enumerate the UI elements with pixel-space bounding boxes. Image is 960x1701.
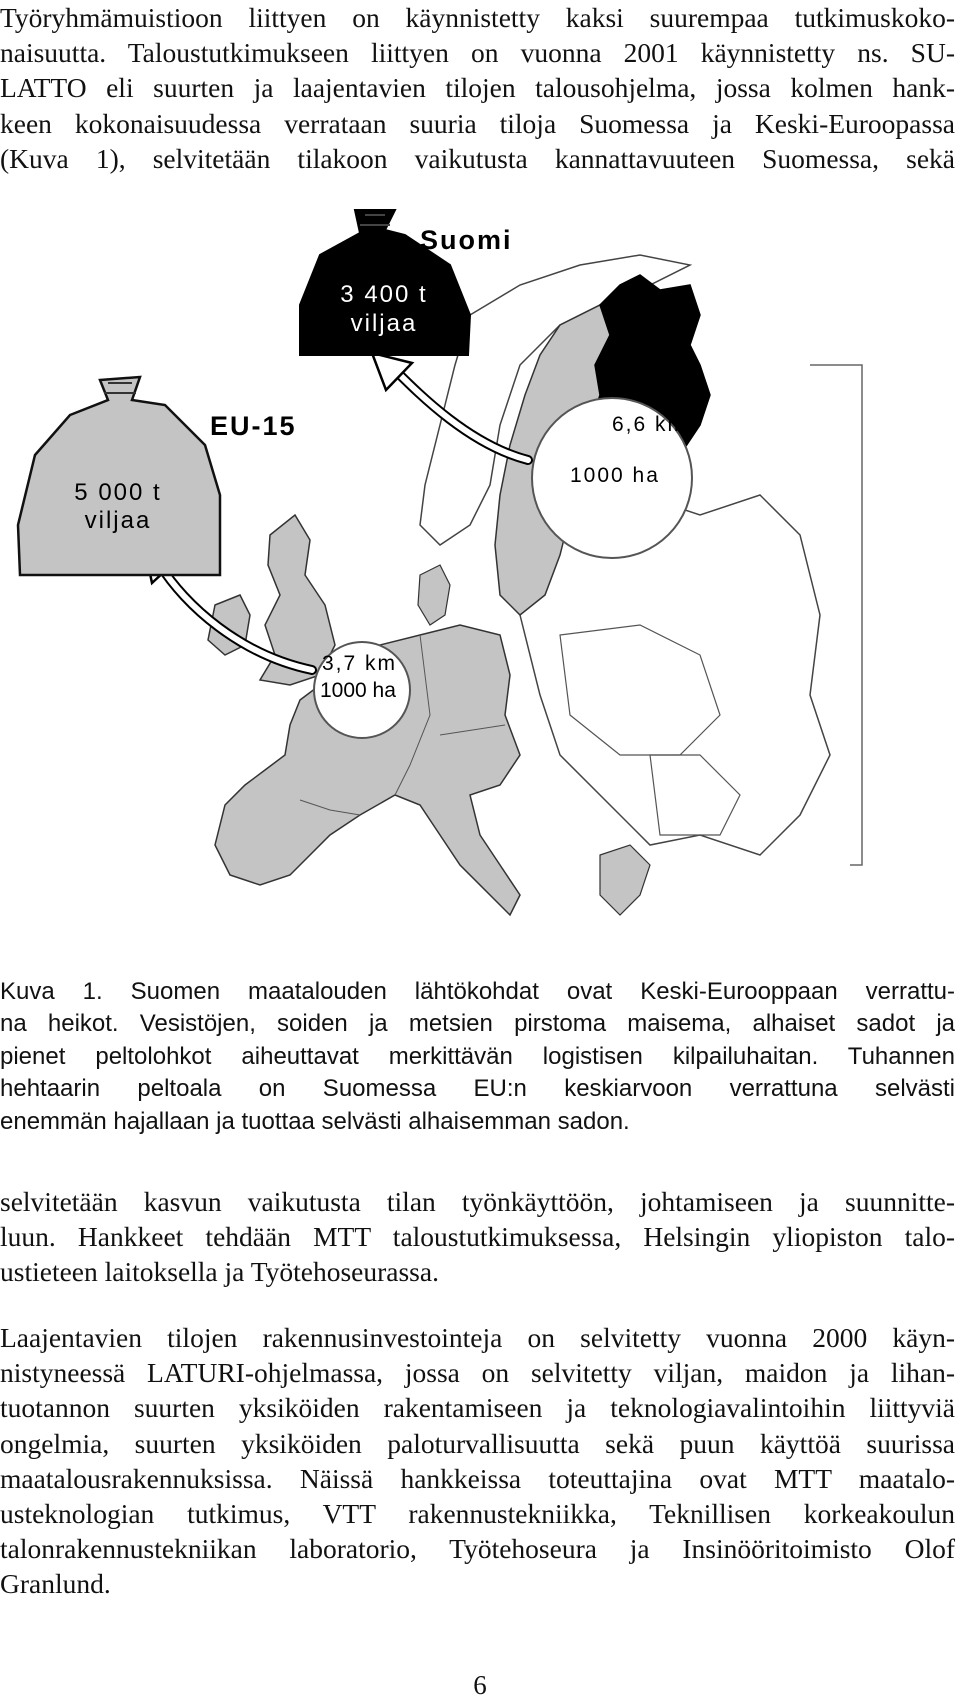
caption-line: Kuva 1. Suomen maatalouden lähtökohdat ovat Keski-Eurooppaan verrattu- xyxy=(0,978,955,1005)
text-line: LATTO eli suurten ja laajentavien tilojen talousohjelma, jossa kolmen hank- xyxy=(0,72,955,104)
bag-eu-amount: 5 000 t xyxy=(74,479,162,506)
map-illustration xyxy=(0,195,960,965)
label-eu15: EU-15 xyxy=(210,411,297,441)
text-line: usteknologian tutkimus, VTT rakennustekniikka, Teknillisen korkeakoulun xyxy=(0,1498,955,1530)
bag-finland-amount: 3 400 t xyxy=(340,281,428,308)
circle-eu-area: 1000 ha xyxy=(320,679,396,702)
text-line: tuotannon suurten yksiköiden rakentamiseen ja teknologiavalintoihin liittyviä xyxy=(0,1392,955,1424)
text-line: (Kuva 1), selvitetään tilakoon vaikutusta kannattavuuteen Suomessa, sekä xyxy=(0,142,955,174)
denmark-shape xyxy=(418,565,450,625)
bag-eu-unit: viljaa xyxy=(84,507,152,534)
text-line: ustieteen laitoksella ja Työtehoseurassa. xyxy=(0,1256,439,1288)
eastern-europe-shape xyxy=(520,495,830,855)
body-paragraph-1 xyxy=(0,0,955,176)
eu-grain-bag xyxy=(18,377,220,575)
figure-europe-map xyxy=(0,195,960,965)
body-paragraph-3 xyxy=(0,1320,955,1602)
caption-line: hehtaarin peltoala on Suomessa EU:n keskiarvoon verrattuna selvästi xyxy=(0,1075,955,1103)
text-line: luun. Hankkeet tehdään MTT taloustutkimuksessa, Helsingin yliopiston talo- xyxy=(0,1221,955,1253)
circle-finland-distance: 6,6 km xyxy=(612,413,688,436)
bag-finland-unit: viljaa xyxy=(350,310,418,337)
circle-eu-distance: 3,7 km xyxy=(322,652,398,675)
text-line: nistyneessä LATURI-ohjelmassa, jossa on selvitetty viljan, maidon ja lihan- xyxy=(0,1357,955,1389)
caption-line: na heikot. Vesistöjen, soiden ja metsien pirstoma maisema, alhaiset sadot ja xyxy=(0,1010,955,1038)
greece-shape xyxy=(600,845,650,915)
caption-line: pienet peltolohkot aiheuttavat merkittävän logistisen kilpailuhaitan. Tuhannen xyxy=(0,1042,955,1070)
page-number: 6 xyxy=(473,1670,487,1700)
text-line: Työryhmämuistioon liittyen on käynnistetty kaksi suurempaa tutkimuskoko- xyxy=(0,2,955,33)
text-line: selvitetään kasvun vaikutusta tilan työnkäyttöön, johtamiseen ja suunnitte- xyxy=(0,1186,955,1217)
text-line: keen kokonaisuudessa verrataan suuria tiloja Suomessa ja Keski-Euroopassa xyxy=(0,107,955,139)
text-line: Laajentavien tilojen rakennusinvestointeja on selvitetty vuonna 2000 käyn- xyxy=(0,1322,955,1353)
body-paragraph-2 xyxy=(0,1184,955,1290)
text-line: talonrakennustekniikan laboratorio, Työtehoseura ja Insinööritoimisto Olof xyxy=(0,1533,955,1565)
caption-line: enemmän hajallaan ja tuottaa selvästi alhaisemman sadon. xyxy=(0,1107,630,1135)
text-line: ongelmia, suurten yksiköiden paloturvallisuutta sekä puun käyttöä suurissa xyxy=(0,1427,955,1459)
text-line: Granlund. xyxy=(0,1568,111,1600)
circle-finland-area: 1000 ha xyxy=(570,464,660,487)
label-suomi: Suomi xyxy=(420,225,513,255)
text-line: maatalousrakennuksissa. Näissä hankkeissa toteuttajina ovat MTT maatalo- xyxy=(0,1462,955,1494)
figure-caption xyxy=(0,976,955,1138)
text-line: naisuutta. Taloustutkimukseen liittyen on vuonna 2001 käynnistetty ns. SU- xyxy=(0,37,955,69)
